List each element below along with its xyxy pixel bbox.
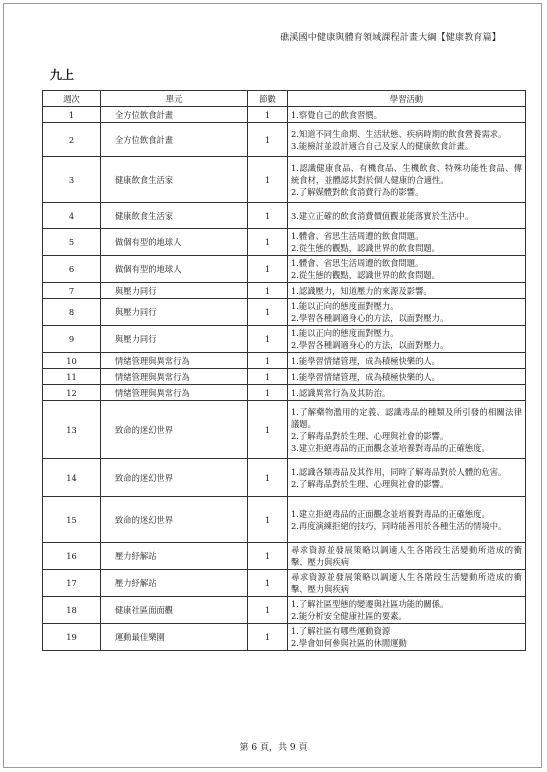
lessons-cell: 1: [248, 326, 288, 353]
activities-cell: [288, 107, 526, 123]
lessons-cell: 1: [248, 459, 288, 497]
lessons-cell: 1: [248, 570, 288, 597]
week-cell: 13: [43, 401, 101, 459]
activity-item: 尋求資源並發展策略以調適人生各階段生活變動所造成的衝擊、壓力與疾病: [291, 572, 522, 594]
table-row: [43, 326, 526, 353]
activities-cell: [288, 401, 526, 459]
activity-item: 3.能檢討並設計適合自己及家人的健康飲食計畫。: [291, 140, 474, 151]
activities-cell: [288, 624, 526, 651]
table-row: [43, 256, 526, 283]
table-row: [43, 497, 526, 543]
activities-cell: [288, 459, 526, 497]
week-cell: 4: [43, 203, 101, 229]
activity-item: 3.建立拒絕毒品的正面觀念並培養對毒品的正確態度。: [291, 442, 490, 453]
unit-cell: 與壓力同行: [101, 299, 248, 326]
activities-cell: [288, 570, 526, 597]
activity-item: 2.學會如何參與社區的休閒運動: [291, 638, 407, 648]
unit-cell: 壓力紓解站: [101, 570, 248, 597]
activities-cell: [288, 157, 526, 203]
activity-item: 1.能以正向的態度面對壓力。: [291, 301, 399, 311]
activity-item: 1.認識異常行為及其防治。: [291, 387, 391, 398]
table-row: [43, 229, 526, 256]
week-cell: 3: [43, 157, 101, 203]
activity-item: 2.能分析安全健康社區的要素。: [291, 611, 407, 621]
lessons-cell: 1: [248, 123, 288, 157]
unit-cell: 健康飲食生活家: [101, 203, 248, 229]
week-cell: 7: [43, 283, 101, 299]
activities-cell: [288, 256, 526, 283]
lessons-cell: 1: [248, 299, 288, 326]
lessons-cell: 1: [248, 369, 288, 385]
week-cell: 18: [43, 597, 101, 624]
activity-item: 1.認識各類毒品及其作用，同時了解毒品對於人體的危害。: [291, 466, 507, 477]
unit-cell: 做個有型的地球人: [101, 229, 248, 256]
table-row: [43, 459, 526, 497]
week-cell: 9: [43, 326, 101, 353]
lessons-cell: 1: [248, 497, 288, 543]
week-cell: 8: [43, 299, 101, 326]
activity-item: 1.體會、省思生活周遭的飲食問題。: [291, 231, 424, 241]
activities-cell: [288, 353, 526, 369]
table-row: [43, 299, 526, 326]
lessons-cell: 1: [248, 401, 288, 459]
week-cell: 19: [43, 624, 101, 651]
activity-item: 1.認識壓力，知道壓力的來源及影響。: [291, 285, 432, 296]
activity-item: 2.知道不同生命期、生活狀態、疾病時期的飲食營養需求。: [291, 128, 507, 139]
unit-cell: 致命的迷幻世界: [101, 497, 248, 543]
header-activities: 學習活動: [288, 91, 526, 107]
activity-item: 1.能學習情緒管理，成為積極快樂的人。: [291, 355, 440, 366]
unit-cell: 情緒管理與異常行為: [101, 353, 248, 369]
activity-item: 2.再度演練拒絕的技巧，同時能善用於各種生活的情境中。: [291, 520, 507, 531]
header-lessons: 節數: [248, 91, 288, 107]
unit-cell: 健康飲食生活家: [101, 157, 248, 203]
activity-item: 1.體會、省思生活周遭的飲食問題。: [291, 258, 424, 268]
lessons-cell: 1: [248, 385, 288, 401]
week-cell: 16: [43, 543, 101, 570]
table-row: [43, 624, 526, 651]
activity-item: 1.能以正向的態度面對壓力。: [291, 328, 399, 338]
activity-item: 1.了解藥物濫用的定義、認識毒品的種類及所引發的相關法律議題。: [291, 406, 522, 429]
activity-item: 2.了解毒品對於生理、心理與社會的影響。: [291, 430, 449, 441]
activities-cell: [288, 299, 526, 326]
unit-cell: 健康社區面面觀: [101, 597, 248, 624]
week-cell: 10: [43, 353, 101, 369]
table-row: [43, 353, 526, 369]
lessons-cell: 1: [248, 543, 288, 570]
week-cell: 17: [43, 570, 101, 597]
table-row: [43, 543, 526, 570]
curriculum-table: [42, 90, 526, 651]
activity-item: 1.了解社區有哪些運動資源: [291, 626, 391, 636]
week-cell: 15: [43, 497, 101, 543]
unit-cell: 壓力紓解站: [101, 543, 248, 570]
week-cell: 2: [43, 123, 101, 157]
activities-cell: [288, 369, 526, 385]
activities-cell: [288, 497, 526, 543]
page-number: 第 6 頁，共 9 頁: [239, 743, 308, 753]
table-header-row: [43, 91, 526, 107]
week-cell: 1: [43, 107, 101, 123]
activities-cell: [288, 283, 526, 299]
header-week: 週次: [43, 91, 101, 107]
activity-item: 尋求資源並發展策略以調適人生各階段生活變動所造成的衝擊、壓力與疾病: [291, 545, 522, 567]
week-cell: 12: [43, 385, 101, 401]
lessons-cell: 1: [248, 624, 288, 651]
activities-cell: [288, 543, 526, 570]
table-row: [43, 123, 526, 157]
table-row: [43, 570, 526, 597]
lessons-cell: 1: [248, 283, 288, 299]
unit-cell: 與壓力同行: [101, 283, 248, 299]
unit-cell: 運動最佳樂園: [101, 624, 248, 651]
unit-cell: 致命的迷幻世界: [101, 401, 248, 459]
lessons-cell: 1: [248, 597, 288, 624]
activity-item: 1.了解社區型態的變遷與社區功能的關係。: [291, 599, 449, 609]
activities-cell: [288, 123, 526, 157]
table-row: [43, 203, 526, 229]
header-unit: 單元: [101, 91, 248, 107]
activity-item: 1.察覺自己的飲食習慣。: [291, 109, 382, 120]
activity-item: 2.學習各種調適身心的方法，以面對壓力。: [291, 313, 449, 323]
unit-cell: 情緒管理與異常行為: [101, 385, 248, 401]
table-row: [43, 401, 526, 459]
activity-item: 2.學習各種調適身心的方法，以面對壓力。: [291, 340, 449, 350]
activities-cell: [288, 203, 526, 229]
table-row: [43, 385, 526, 401]
week-cell: 14: [43, 459, 101, 497]
activities-cell: [288, 385, 526, 401]
table-row: [43, 597, 526, 624]
activities-cell: [288, 597, 526, 624]
table-row: [43, 369, 526, 385]
week-cell: 5: [43, 229, 101, 256]
unit-cell: 情緒管理與異常行為: [101, 369, 248, 385]
activity-item: 3.建立正確的飲食消費價值觀並能落實於生活中。: [291, 210, 474, 221]
unit-cell: 做個有型的地球人: [101, 256, 248, 283]
activities-cell: [288, 229, 526, 256]
lessons-cell: 1: [248, 203, 288, 229]
section-title: 九上: [50, 68, 75, 82]
document-header: 礁溪國中健康與體育領域課程計畫大綱【健康教育篇】: [280, 33, 501, 43]
lessons-cell: 1: [248, 157, 288, 203]
table-row: [43, 157, 526, 203]
lessons-cell: 1: [248, 229, 288, 256]
lessons-cell: 1: [248, 256, 288, 283]
unit-cell: 全方位飲食計畫: [101, 107, 248, 123]
week-cell: 11: [43, 369, 101, 385]
unit-cell: 與壓力同行: [101, 326, 248, 353]
week-cell: 6: [43, 256, 101, 283]
lessons-cell: 1: [248, 107, 288, 123]
activity-item: 2.了解媒體對飲食消費行為的影響。: [291, 186, 424, 197]
activities-cell: [288, 326, 526, 353]
activity-item: 2.從生態的觀點，認識世界的飲食問題。: [291, 243, 440, 253]
activity-item: 1.能學習情緒管理，成為積極快樂的人。: [291, 371, 440, 382]
lessons-cell: 1: [248, 353, 288, 369]
activity-item: 2.了解毒品對於生理、心理與社會的影響。: [291, 478, 449, 489]
table-row: [43, 283, 526, 299]
activity-item: 1.建立拒絕毒品的正面觀念並培養對毒品的正確態度。: [291, 508, 490, 519]
unit-cell: 致命的迷幻世界: [101, 459, 248, 497]
activity-item: 1.認識健康食品、有機食品、生機飲食、特殊功能性食品、傳統食材，並體認其對於個人健康的合適性。: [291, 162, 522, 185]
unit-cell: 全方位飲食計畫: [101, 123, 248, 157]
table-row: [43, 107, 526, 123]
activity-item: 2.從生態的觀點，認識世界的飲食問題。: [291, 270, 440, 280]
